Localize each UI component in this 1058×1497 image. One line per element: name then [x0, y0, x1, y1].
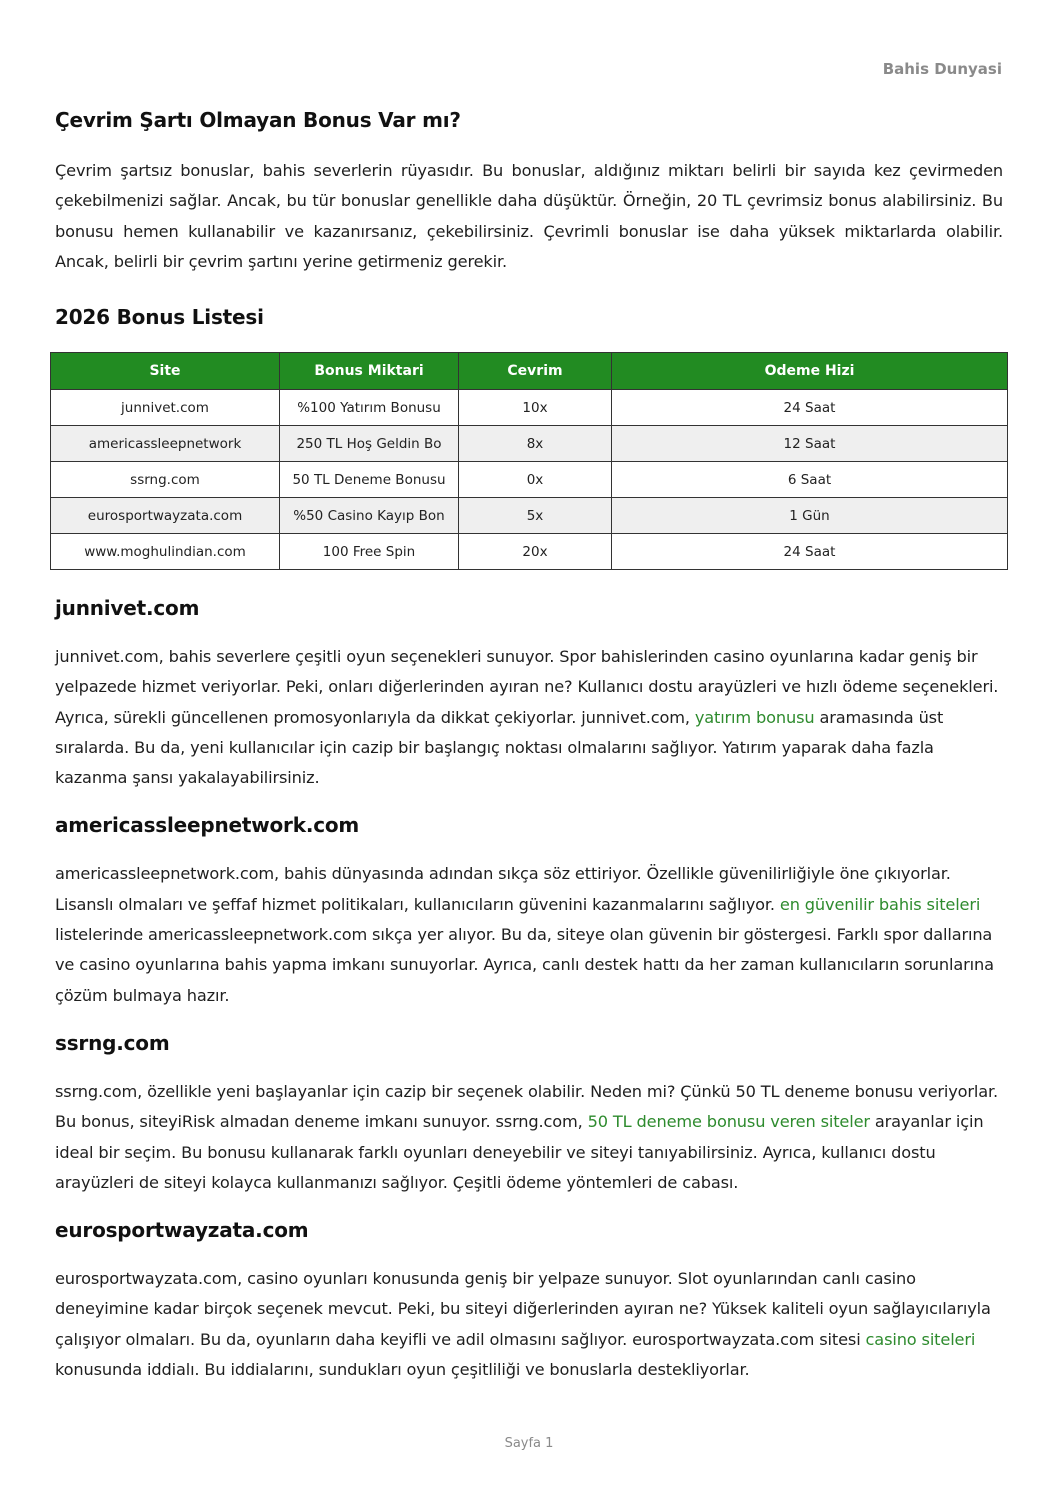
cell-odeme: 24 Saat — [612, 390, 1008, 426]
section-title: ssrng.com — [55, 1030, 170, 1055]
column-header-cevrim: Cevrim — [459, 353, 612, 390]
paragraph-text: arayanlar için ideal bir seçim. Bu bonusu kullanarak farklı oyunları deneyebilir ve siteyi tanıyabilirsiniz. Ayrıca, kullanıcı dostu arayüzleri de siteyi kolayca kullanmanızı sağlıyor. Çeşitli ödeme yöntemleri de cabası. — [55, 1112, 984, 1192]
casino-siteleri-link[interactable]: casino siteleri — [865, 1329, 976, 1349]
paragraph-text: aramasında üst sıralarda. Bu da, yeni kullanıcılar için cazip bir başlangıç noktası olmalarını sağlıyor. Yatırım yaparak daha fazla kazanma şansı yakalayabilirsiniz. — [55, 707, 944, 788]
table-row — [51, 498, 1008, 534]
cell-site: junnivet.com — [51, 390, 280, 426]
table-header-row — [51, 353, 1008, 390]
cell-bonus: 50 TL Deneme Bonusu — [280, 462, 459, 498]
table-row — [51, 426, 1008, 462]
cell-cevrim: 20x — [459, 534, 612, 570]
paragraph-text: listelerinde americassleepnetwork.com sıkça yer alıyor. Bu da, siteye olan güvenin bir göstergesi. Farklı spor dallarına ve casino oyunlarına bahis yapma imkanı sunuyorlar. Ayrıca, canlı destek hattı da her zaman kullanıcıların sorunlarına çözüm bulmaya hazır. — [55, 925, 994, 1005]
site-section-americassleepnetwork — [55, 809, 1003, 1010]
cell-site: www.moghulindian.com — [51, 534, 280, 570]
cell-site: americassleepnetwork — [51, 426, 280, 462]
site-section-ssrng — [55, 1027, 1003, 1198]
bonus-list-title: 2026 Bonus Listesi — [55, 305, 264, 330]
column-header-site: Site — [51, 353, 280, 390]
intro-title: Çevrim Şartı Olmayan Bonus Var mı? — [55, 108, 461, 132]
deneme-bonusu-link[interactable]: 50 TL deneme bonusu veren siteler — [587, 1112, 870, 1132]
section-title: junnivet.com — [55, 596, 200, 620]
paragraph-text: eurosportwayzata.com, casino oyunları konusunda geniş bir yelpaze sunuyor. Slot oyunlarından canlı casino deneyimine kadar birçok seçenek mevcut. Peki, bu siteyi diğerlerinden ayıran ne? Yüksek kaliteli oyun sağlayıcılarıyla çalışıyor olmaları. Bu da, oyunların daha keyifli ve adil olmasını sağlıyor. eurosportwayzata.com sitesi — [55, 1269, 991, 1349]
cell-bonus: 250 TL Hoş Geldin Bo — [280, 426, 459, 462]
section-paragraph — [55, 642, 1003, 793]
cell-cevrim: 8x — [459, 426, 612, 462]
cell-cevrim: 5x — [459, 498, 612, 534]
column-header-odeme: Odeme Hizi — [612, 353, 1008, 390]
site-section-junnivet — [55, 592, 1003, 793]
cell-odeme: 1 Gün — [612, 498, 1008, 534]
intro-section — [55, 104, 1003, 333]
cell-cevrim: 0x — [459, 462, 612, 498]
cell-cevrim: 10x — [459, 390, 612, 426]
cell-odeme: 6 Saat — [612, 462, 1008, 498]
cell-odeme: 12 Saat — [612, 426, 1008, 462]
paragraph-text: junnivet.com, bahis severlere çeşitli oyun seçenekleri sunuyor. Spor bahislerinden casino oyunlarına kadar geniş bir yelpazede hizmet veriyorlar. Peki, onları diğerlerinden ayıran ne? Kullanıcı dostu arayüzleri ve hızlı ödeme seçenekleri. Ayrıca, sürekli güncellenen promosyonlarıyla da dikkat çekiyorlar. junnivet.com, — [55, 647, 999, 727]
bonus-table — [50, 352, 1008, 570]
table-row — [51, 390, 1008, 426]
guvenilir-bahis-siteleri-link[interactable]: en güvenilir bahis siteleri — [779, 894, 981, 914]
section-title: americassleepnetwork.com — [55, 813, 360, 838]
section-paragraph — [55, 1264, 1003, 1385]
cell-site: eurosportwayzata.com — [51, 498, 280, 534]
section-title: eurosportwayzata.com — [55, 1218, 309, 1243]
paragraph-text: ssrng.com, özellikle yeni başlayanlar için cazip bir seçenek olabilir. Neden mi? Çünkü 50 TL deneme bonusu veriyorlar. Bu bonus, siteyiRisk almadan deneme imkanı sunuyor. ssrng.com, — [55, 1081, 999, 1132]
header-brand: Bahis Dunyasi — [882, 60, 1002, 78]
yatirim-bonusu-link[interactable]: yatırım bonusu — [694, 707, 815, 727]
paragraph-text: americassleepnetwork.com, bahis dünyasında adından sıkça söz ettiriyor. Özellikle güvenilirliğiyle öne çıkıyorlar. Lisanslı olmaları ve şeffaf hizmet politikaları, kullanıcıların güvenini kazanmalarını sağlıyor. — [55, 864, 951, 914]
intro-paragraph: Çevrim şartsız bonuslar, bahis severlerin rüyasıdır. Bu bonuslar, aldığınız miktarı belirli bir sayıda kez çevirmeden çekebilmenizi sağlar. Ancak, bu tür bonuslar genellikle daha düşüktür. Örneğin, 20 TL çevrimsiz bonus alabilirsiniz. Bu bonusu hemen kullanabilir ve kazanırsanız, çekebilirsiniz. Çevrimli bonuslar ise daha yüksek miktarlarda olabilir. Ancak, belirli bir çevrim şartını yerine getirmeniz gerekir. — [55, 161, 1003, 271]
cell-site: ssrng.com — [51, 462, 280, 498]
section-paragraph — [55, 859, 1003, 1010]
site-sections — [55, 592, 1003, 1401]
site-section-eurosportwayzata — [55, 1214, 1003, 1385]
cell-bonus: 100 Free Spin — [280, 534, 459, 570]
cell-bonus: %50 Casino Kayıp Bon — [280, 498, 459, 534]
cell-odeme: 24 Saat — [612, 534, 1008, 570]
table-row — [51, 462, 1008, 498]
table-row — [51, 534, 1008, 570]
section-paragraph — [55, 1077, 1003, 1198]
page-number: Sayfa 1 — [504, 1436, 554, 1451]
cell-bonus: %100 Yatırım Bonusu — [280, 390, 459, 426]
column-header-bonus: Bonus Miktari — [280, 353, 459, 390]
paragraph-text: konusunda iddialı. Bu iddialarını, sundukları oyun çeşitliliği ve bonuslarla destekliyorlar. — [55, 1360, 750, 1380]
